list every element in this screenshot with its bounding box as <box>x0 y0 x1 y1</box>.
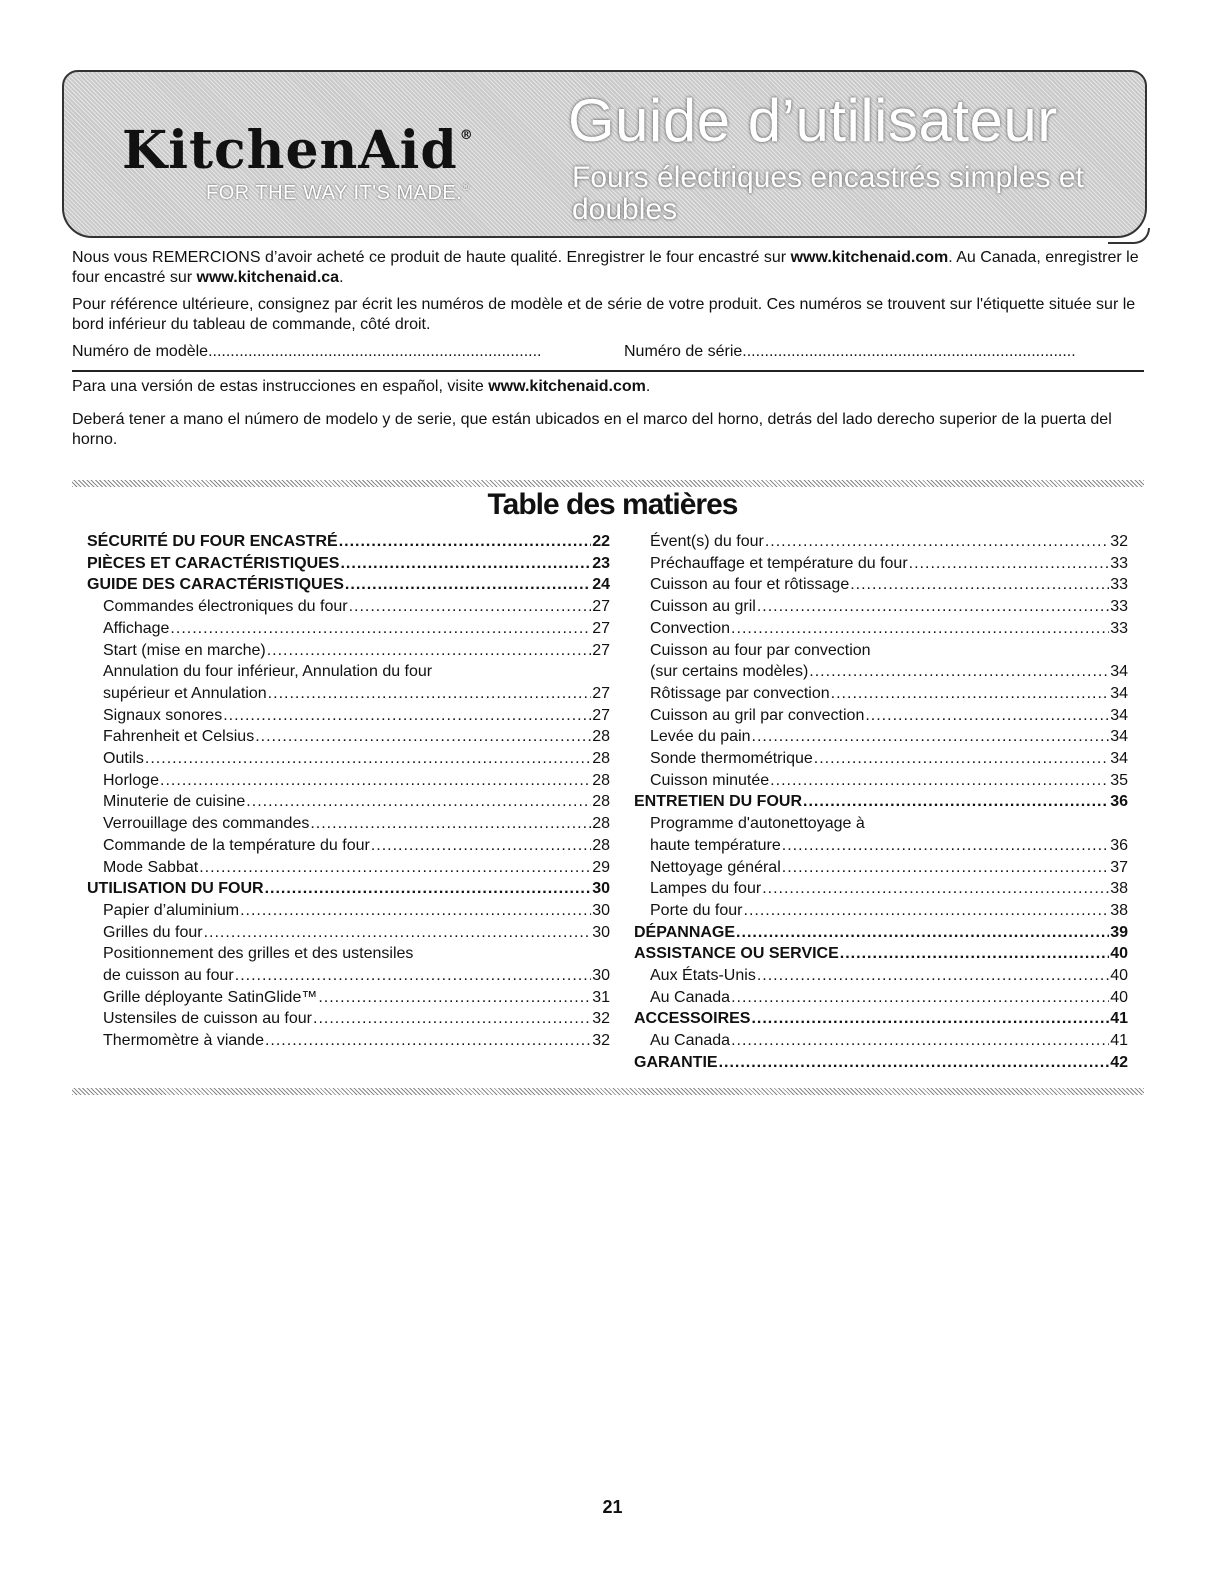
toc-page-number: 23 <box>592 554 610 572</box>
toc-entry-label: Verrouillage des commandes <box>103 815 310 833</box>
toc-page-number: 24 <box>592 576 610 594</box>
toc-leader-dots <box>782 857 1109 879</box>
toc-leader-dots <box>770 770 1109 792</box>
toc-section-entry <box>87 574 610 596</box>
toc-leader-dots <box>731 618 1109 640</box>
toc-subsection-entry <box>634 1030 1128 1052</box>
toc-page-number: 27 <box>592 619 610 637</box>
toc-entry-label: Commande de la température du four <box>103 836 370 854</box>
toc-subsection-entry <box>87 705 610 727</box>
intro-paragraph-1 <box>72 248 1152 288</box>
toc-right-column <box>634 531 1128 1074</box>
guide-subtitle: Fours électriques encastrés simples et doubles <box>572 161 1084 226</box>
hatch-divider-top <box>72 480 1144 487</box>
toc-leader-dots <box>235 965 591 987</box>
toc-entry-label: Fahrenheit et Celsius <box>103 728 255 746</box>
toc-entry-label: Signaux sonores <box>103 706 223 724</box>
toc-leader-dots <box>850 574 1109 596</box>
toc-page-number: 30 <box>592 901 610 919</box>
toc-page-number: 39 <box>1110 923 1128 941</box>
toc-entry-label: Lampes du four <box>650 880 762 898</box>
hatch-divider-bottom <box>72 1088 1144 1095</box>
intro-text: . Au Canada, enregistrer le four encastré sur <box>72 249 1139 286</box>
toc-subsection-entry <box>634 553 1128 575</box>
intro-text: . <box>339 269 344 286</box>
model-number-blank: ........................................................................... <box>208 343 542 360</box>
toc-entry-label: DÉPANNAGE <box>634 923 736 941</box>
toc-section-entry <box>634 1052 1128 1074</box>
toc-leader-dots <box>204 922 592 944</box>
toc-subsection-entry <box>87 683 610 705</box>
toc-entry-label: Évent(s) du four <box>650 533 764 550</box>
toc-entry-label: Affichage <box>103 619 170 637</box>
page-number: 21 <box>602 1497 623 1517</box>
toc-leader-dots <box>731 987 1109 1009</box>
toc-entry-label-line: Annulation du four inférieur, Annulation du four <box>103 663 433 681</box>
toc-page-number: 33 <box>1110 619 1128 637</box>
toc-subsection-entry <box>87 618 610 640</box>
toc-leader-dots <box>782 835 1109 857</box>
toc-leader-dots <box>736 922 1109 944</box>
toc-page-number: 36 <box>1110 793 1128 811</box>
link-kitchenaid-com-es[interactable]: www.kitchenaid.com <box>488 378 646 395</box>
toc-leader-dots <box>765 531 1109 553</box>
toc-page-number: 34 <box>1110 684 1128 702</box>
toc-page-number: 28 <box>592 750 610 768</box>
toc-leader-dots <box>340 553 591 575</box>
toc-entry-label: SÉCURITÉ DU FOUR ENCASTRÉ <box>87 533 338 550</box>
toc-entry-label: Grilles du four <box>103 923 203 941</box>
toc-leader-dots <box>731 1030 1109 1052</box>
toc-entry-label: Au Canada <box>650 1032 731 1050</box>
toc-leader-dots <box>909 553 1110 575</box>
toc-page-number: 41 <box>1110 1010 1128 1028</box>
toc-page-number: 42 <box>1110 1053 1128 1071</box>
link-kitchenaid-com[interactable]: www.kitchenaid.com <box>790 249 949 266</box>
toc-subsection-entry <box>634 835 1128 857</box>
toc-subsection-entry <box>87 596 610 618</box>
toc-page-number: 40 <box>1110 945 1128 963</box>
toc-subsection-entry <box>87 748 610 770</box>
serial-number-blank: ........................................................................... <box>742 343 1076 360</box>
model-number-line <box>72 343 541 361</box>
toc-leader-dots <box>223 705 591 727</box>
spanish-text: . <box>645 378 651 395</box>
toc-subsection-entry <box>634 574 1128 596</box>
toc-entry-label: Levée du pain <box>650 728 751 746</box>
toc-entry-label: ASSISTANCE OU SERVICE <box>634 945 839 963</box>
toc-leader-dots <box>831 683 1110 705</box>
toc-entry-label: Thermomètre à viande <box>103 1032 264 1050</box>
toc-page-number: 38 <box>1110 901 1128 919</box>
toc-subsection-entry <box>634 596 1128 618</box>
toc-page-number: 28 <box>592 771 610 789</box>
brand-tagline <box>206 182 469 205</box>
toc-leader-dots <box>752 726 1110 748</box>
toc-leader-dots <box>318 987 591 1009</box>
toc-page-number: 38 <box>1110 880 1128 898</box>
toc-subsection-entry <box>87 987 610 1009</box>
toc-leader-dots <box>267 640 591 662</box>
toc-entry-label: Sonde thermométrique <box>650 750 813 768</box>
toc-page-number: 30 <box>592 880 610 898</box>
toc-entry-label: UTILISATION DU FOUR <box>87 880 264 898</box>
toc-entry-label: (sur certains modèles) <box>650 663 809 681</box>
toc-page-number: 28 <box>592 728 610 746</box>
toc-page-number: 27 <box>592 706 610 724</box>
toc-entry-label: GARANTIE <box>634 1053 718 1071</box>
toc-page-number: 40 <box>1110 967 1128 985</box>
toc-leader-dots <box>246 791 591 813</box>
toc-left-column <box>87 531 610 1052</box>
toc-leader-dots <box>814 748 1109 770</box>
toc-entry-label: Horloge <box>103 771 160 789</box>
toc-subsection-entry <box>87 813 610 835</box>
toc-subsection-entry <box>634 987 1128 1009</box>
toc-section-entry <box>87 553 610 575</box>
toc-page-number: 30 <box>592 923 610 941</box>
toc-entry-label: Papier d’aluminium <box>103 901 240 919</box>
toc-section-entry <box>634 943 1128 965</box>
toc-entry-label: Préchauffage et température du four <box>650 554 908 572</box>
toc-subsection-entry <box>87 965 610 987</box>
toc-leader-dots <box>160 770 591 792</box>
toc-page-number: 28 <box>592 793 610 811</box>
toc-subsection-entry <box>634 705 1128 727</box>
toc-subsection-entry <box>87 640 610 662</box>
toc-leader-dots <box>719 1052 1110 1074</box>
toc-page-number: 28 <box>592 836 610 854</box>
brand-logo <box>122 120 474 181</box>
toc-page-number: 40 <box>1110 988 1128 1006</box>
toc-leader-dots <box>371 835 591 857</box>
toc-page-number: 34 <box>1110 728 1128 746</box>
brand-name: KitchenAid <box>122 120 458 181</box>
toc-page-number: 33 <box>1110 576 1128 594</box>
toc-subsection-entry <box>87 857 610 879</box>
toc-subsection-entry <box>87 922 610 944</box>
toc-leader-dots <box>345 574 591 596</box>
toc-entry-label: de cuisson au four <box>103 967 234 985</box>
serial-number-line <box>624 343 1076 361</box>
toc-leader-dots <box>268 683 592 705</box>
toc-page-number: 27 <box>592 684 610 702</box>
spanish-paragraph-2: Deberá tener a mano el número de modelo y de serie, que están ubicados en el marco del horno, detrás del lado derecho superior de la puerta del horno. <box>72 411 1112 448</box>
spanish-text: Para una versión de estas instrucciones en español, visite <box>72 378 489 395</box>
toc-page-number: 33 <box>1110 554 1128 572</box>
toc-page-number: 35 <box>1110 771 1128 789</box>
link-kitchenaid-ca[interactable]: www.kitchenaid.ca <box>196 269 340 286</box>
toc-page-number: 31 <box>592 988 610 1006</box>
toc-leader-dots <box>313 1008 591 1030</box>
toc-subsection-entry <box>634 748 1128 770</box>
toc-leader-dots <box>865 705 1109 727</box>
toc-entry-label: Rôtissage par convection <box>650 684 830 702</box>
toc-page-number: 36 <box>1110 836 1128 854</box>
toc-subsection-entry <box>634 726 1128 748</box>
toc-leader-dots <box>265 1030 591 1052</box>
intro-text: Nous vous REMERCIONS d’avoir acheté ce produit de haute qualité. Enregistrer le four encastré sur <box>72 249 791 266</box>
toc-page-number: 34 <box>1110 750 1128 768</box>
toc-subsection-entry <box>87 726 610 748</box>
toc-entry-label-line: Programme d'autonettoyage à <box>650 815 865 833</box>
toc-subsection-entry <box>634 618 1128 640</box>
toc-leader-dots <box>199 857 591 879</box>
toc-subsection-entry <box>634 878 1128 900</box>
toc-entry-label: Nettoyage général <box>650 858 781 876</box>
toc-entry-label: supérieur et Annulation <box>103 684 267 702</box>
toc-leader-dots <box>310 813 591 835</box>
toc-page-number: 37 <box>1110 858 1128 876</box>
toc-entry-label: Start (mise en marche) <box>103 641 266 659</box>
toc-section-entry <box>634 1008 1128 1030</box>
toc-section-entry <box>87 531 610 553</box>
toc-page-number: 28 <box>592 815 610 833</box>
toc-entry-label: Minuterie de cuisine <box>103 793 246 811</box>
header-banner <box>62 70 1147 238</box>
toc-entry-label-line: Cuisson au four par convection <box>650 641 871 659</box>
toc-leader-dots <box>803 791 1109 813</box>
brand-registered-mark: ® <box>459 128 474 143</box>
toc-page-number: 32 <box>592 1010 610 1028</box>
guide-title: Guide d’utilisateur <box>568 87 1058 154</box>
toc-entry-label: Commandes électroniques du four <box>103 598 348 616</box>
toc-entry-label: PIÈCES ET CARACTÉRISTIQUES <box>87 554 340 572</box>
toc-subsection-entry <box>634 900 1128 922</box>
toc-leader-dots <box>349 596 592 618</box>
toc-subsection-entry <box>87 900 610 922</box>
toc-leader-dots <box>757 596 1109 618</box>
toc-entry-label: Cuisson au gril par convection <box>650 706 865 724</box>
toc-subsection-entry <box>634 661 1128 683</box>
toc-entry-label: Mode Sabbat <box>103 858 199 876</box>
tagline-text: FOR THE WAY IT'S MADE. <box>206 182 463 204</box>
toc-subsection-entry <box>87 1008 610 1030</box>
toc-entry-label: Cuisson minutée <box>650 771 770 789</box>
toc-leader-dots <box>840 943 1109 965</box>
tagline-registered-mark: ® <box>462 182 470 192</box>
toc-leader-dots <box>809 661 1109 683</box>
toc-section-entry <box>87 878 610 900</box>
toc-subsection-entry <box>87 835 610 857</box>
toc-page-number: 27 <box>592 641 610 659</box>
toc-entry-label: ACCESSOIRES <box>634 1010 751 1028</box>
toc-leader-dots <box>744 900 1110 922</box>
toc-leader-dots <box>757 965 1109 987</box>
toc-section-entry <box>634 791 1128 813</box>
toc-page-number: 22 <box>592 533 610 550</box>
divider <box>72 370 1144 372</box>
toc-title: Table des matières <box>487 488 738 521</box>
toc-page-number: 41 <box>1110 1032 1128 1050</box>
toc-entry-label: GUIDE DES CARACTÉRISTIQUES <box>87 576 344 594</box>
toc-entry-label: Porte du four <box>650 901 743 919</box>
toc-subsection-entry <box>87 791 610 813</box>
toc-section-entry <box>634 922 1128 944</box>
toc-entry-label: Cuisson au gril <box>650 598 756 616</box>
toc-entry-label: Cuisson au four et rôtissage <box>650 576 850 594</box>
toc-leader-dots <box>762 878 1109 900</box>
toc-page-number: 30 <box>592 967 610 985</box>
toc-entry-label: Convection <box>650 619 731 637</box>
toc-subsection-entry <box>634 683 1128 705</box>
toc-subsection-entry <box>634 531 1128 553</box>
toc-leader-dots <box>170 618 591 640</box>
banner-curl <box>1108 228 1150 244</box>
toc-entry-label: ENTRETIEN DU FOUR <box>634 793 802 811</box>
toc-entry-label: Outils <box>103 750 144 768</box>
toc-subsection-entry <box>87 1030 610 1052</box>
intro-paragraph-2: Pour référence ultérieure, consignez par écrit les numéros de modèle et de série de votre produit. Ces numéros se trouvent sur l'étiquette située sur le bord inférieur du tableau de commande, côté droit. <box>72 296 1136 333</box>
toc-entry-label: Aux États-Unis <box>650 967 756 985</box>
toc-leader-dots <box>145 748 591 770</box>
toc-entry-label: Ustensiles de cuisson au four <box>103 1010 312 1028</box>
toc-subsection-entry <box>634 770 1128 792</box>
toc-subsection-entry <box>634 965 1128 987</box>
toc-page-number: 32 <box>592 1032 610 1050</box>
toc-leader-dots <box>751 1008 1109 1030</box>
model-number-label: Numéro de modèle <box>72 343 209 360</box>
toc-leader-dots <box>339 531 592 553</box>
toc-entry-label-line: Positionnement des grilles et des ustensiles <box>103 945 414 963</box>
toc-page-number: 34 <box>1110 706 1128 724</box>
serial-number-label: Numéro de série <box>624 343 743 360</box>
toc-page-number: 29 <box>592 858 610 876</box>
toc-entry-label: Grille déployante SatinGlide™ <box>103 988 318 1006</box>
toc-subsection-entry <box>87 770 610 792</box>
spanish-paragraph-1 <box>72 377 1152 397</box>
toc-page-number: 33 <box>1110 598 1128 616</box>
toc-page-number: 32 <box>1110 533 1128 550</box>
toc-entry-label: Au Canada <box>650 988 731 1006</box>
toc-leader-dots <box>265 878 592 900</box>
toc-leader-dots <box>240 900 591 922</box>
toc-entry-label: haute température <box>650 836 781 854</box>
toc-leader-dots <box>255 726 591 748</box>
toc-page-number: 27 <box>592 598 610 616</box>
toc-page-number: 34 <box>1110 663 1128 681</box>
toc-subsection-entry <box>634 857 1128 879</box>
